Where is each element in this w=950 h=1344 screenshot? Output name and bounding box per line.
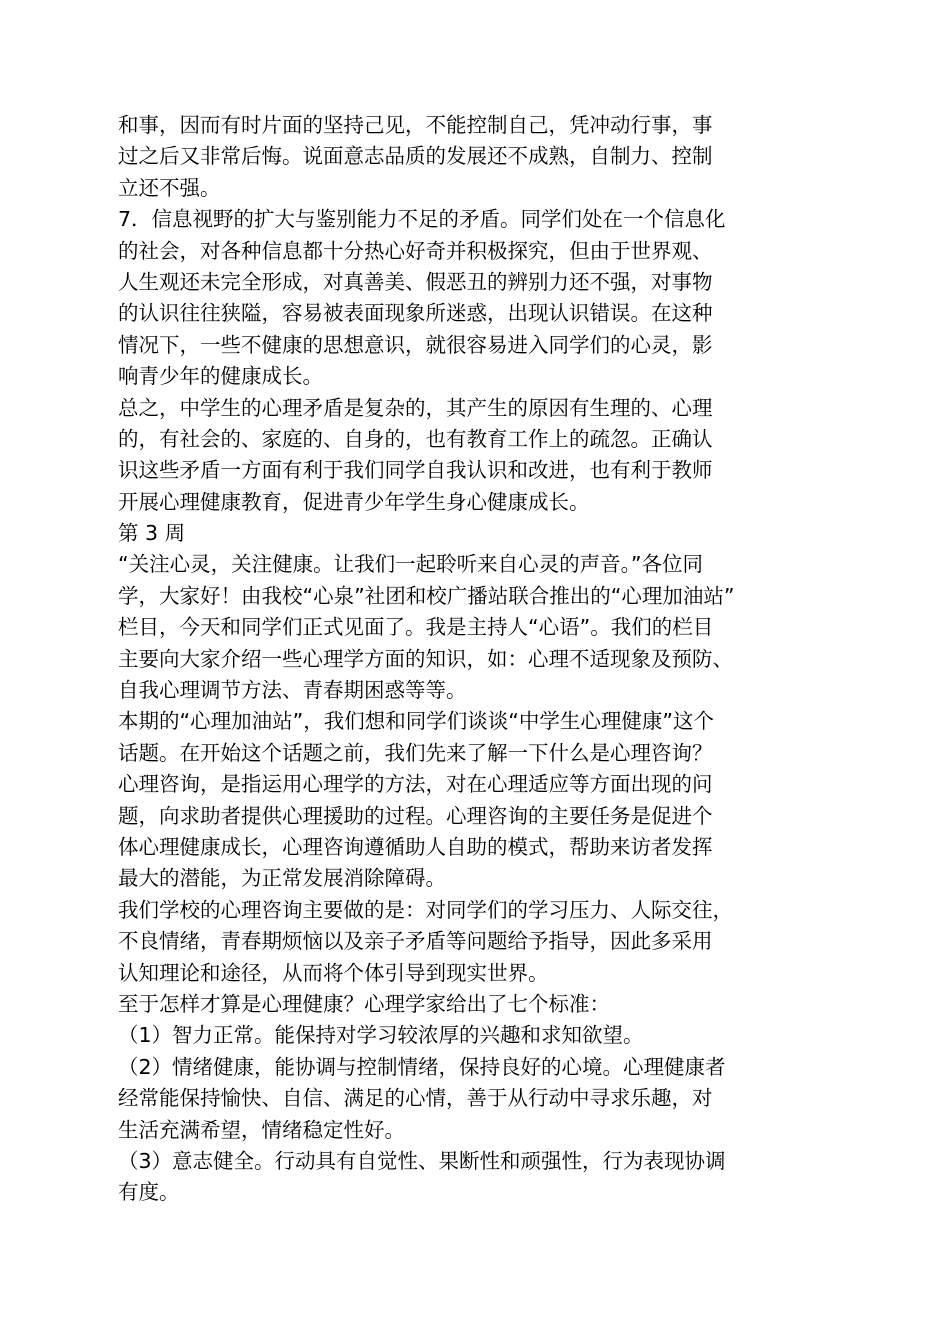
text-line: 人生观还未完全形成，对真善美、假恶丑的辨别力还不强，对事物 — [118, 269, 713, 294]
text-line: 栏目，今天和同学们正式见面了。我是主持人“心语”。我们的栏目 — [118, 615, 714, 640]
text-line: （2）情绪健康，能协调与控制情绪，保持良好的心境。心理健康者 — [118, 1054, 726, 1079]
text-line: 有度。 — [118, 1180, 180, 1205]
text-line: 话题。在开始这个话题之前，我们先来了解一下什么是心理咨询？ — [118, 740, 713, 765]
text-line: 立还不强。 — [118, 175, 221, 200]
text-line: 和事，因而有时片面的坚持己见，不能控制自己，凭冲动行事，事 — [118, 113, 713, 137]
text-line: 学，大家好！由我校“心泉”社团和校广播站联合推出的“心理加油站” — [118, 583, 735, 608]
text-line: 7．信息视野的扩大与鉴别能力不足的矛盾。同学们处在一个信息化 — [118, 207, 726, 232]
text-line: 经常能保持愉快、自信、满足的心情，善于从行动中寻求乐趣，对 — [118, 1086, 713, 1111]
text-line: （3）意志健全。行动具有自觉性、果断性和顽强性，行为表现协调 — [118, 1148, 726, 1173]
text-line: 体心理健康成长，心理咨询遵循助人自助的模式，帮助来访者发挥 — [118, 834, 713, 859]
text-line: 响青少年的健康成长。 — [118, 364, 323, 389]
text-line: 认知理论和途径，从而将个体引导到现实世界。 — [118, 960, 549, 985]
text-line: 不良情绪，青春期烦恼以及亲子矛盾等问题给予指导，因此多采用 — [118, 929, 713, 954]
text-line: 生活充满希望，情绪稳定性好。 — [118, 1117, 405, 1142]
text-line: 主要向大家介绍一些心理学方面的知识，如：心理不适现象及预防、 — [118, 646, 733, 671]
text-line: 的认识往往狭隘，容易被表面现象所迷惑，出现认识错误。在这种 — [118, 301, 713, 326]
text-line: （1）智力正常。能保持对学习较浓厚的兴趣和求知欲望。 — [118, 1023, 644, 1048]
text-line: 第 3 周 — [118, 521, 186, 546]
text-line: 至于怎样才算是心理健康？心理学家给出了七个标准： — [118, 991, 610, 1016]
text-line: 本期的“心理加油站”，我们想和同学们谈谈“中学生心理健康”这个 — [118, 709, 714, 734]
text-line: 心理咨询，是指运用心理学的方法，对在心理适应等方面出现的问 — [118, 772, 713, 797]
text-line: 情况下，一些不健康的思想意识，就很容易进入同学们的心灵，影 — [118, 332, 713, 357]
document-page — [118, 110, 838, 1209]
text-line: 我们学校的心理咨询主要做的是：对同学们的学习压力、人际交往， — [118, 897, 733, 922]
text-line: 识这些矛盾一方面有利于我们同学自我认识和改进，也有利于教师 — [118, 458, 713, 483]
text-line: “关注心灵，关注健康。让我们一起聆听来自心灵的声音。”各位同 — [118, 552, 703, 577]
text-line: 自我心理调节方法、青春期困惑等等。 — [118, 678, 467, 703]
text-line: 总之，中学生的心理矛盾是复杂的，其产生的原因有生理的、心理 — [118, 395, 713, 420]
text-line: 的社会，对各种信息都十分热心好奇并积极探究，但由于世界观、 — [118, 238, 713, 263]
text-line: 开展心理健康教育，促进青少年学生身心健康成长。 — [118, 489, 590, 514]
text-line: 过之后又非常后悔。说面意志品质的发展还不成熟，自制力、控制 — [118, 144, 713, 169]
text-line: 最大的潜能，为正常发展消除障碍。 — [118, 866, 446, 891]
text-line: 题，向求助者提供心理援助的过程。心理咨询的主要任务是促进个 — [118, 803, 713, 828]
text-line: 的，有社会的、家庭的、自身的，也有教育工作上的疏忽。正确认 — [118, 426, 713, 451]
